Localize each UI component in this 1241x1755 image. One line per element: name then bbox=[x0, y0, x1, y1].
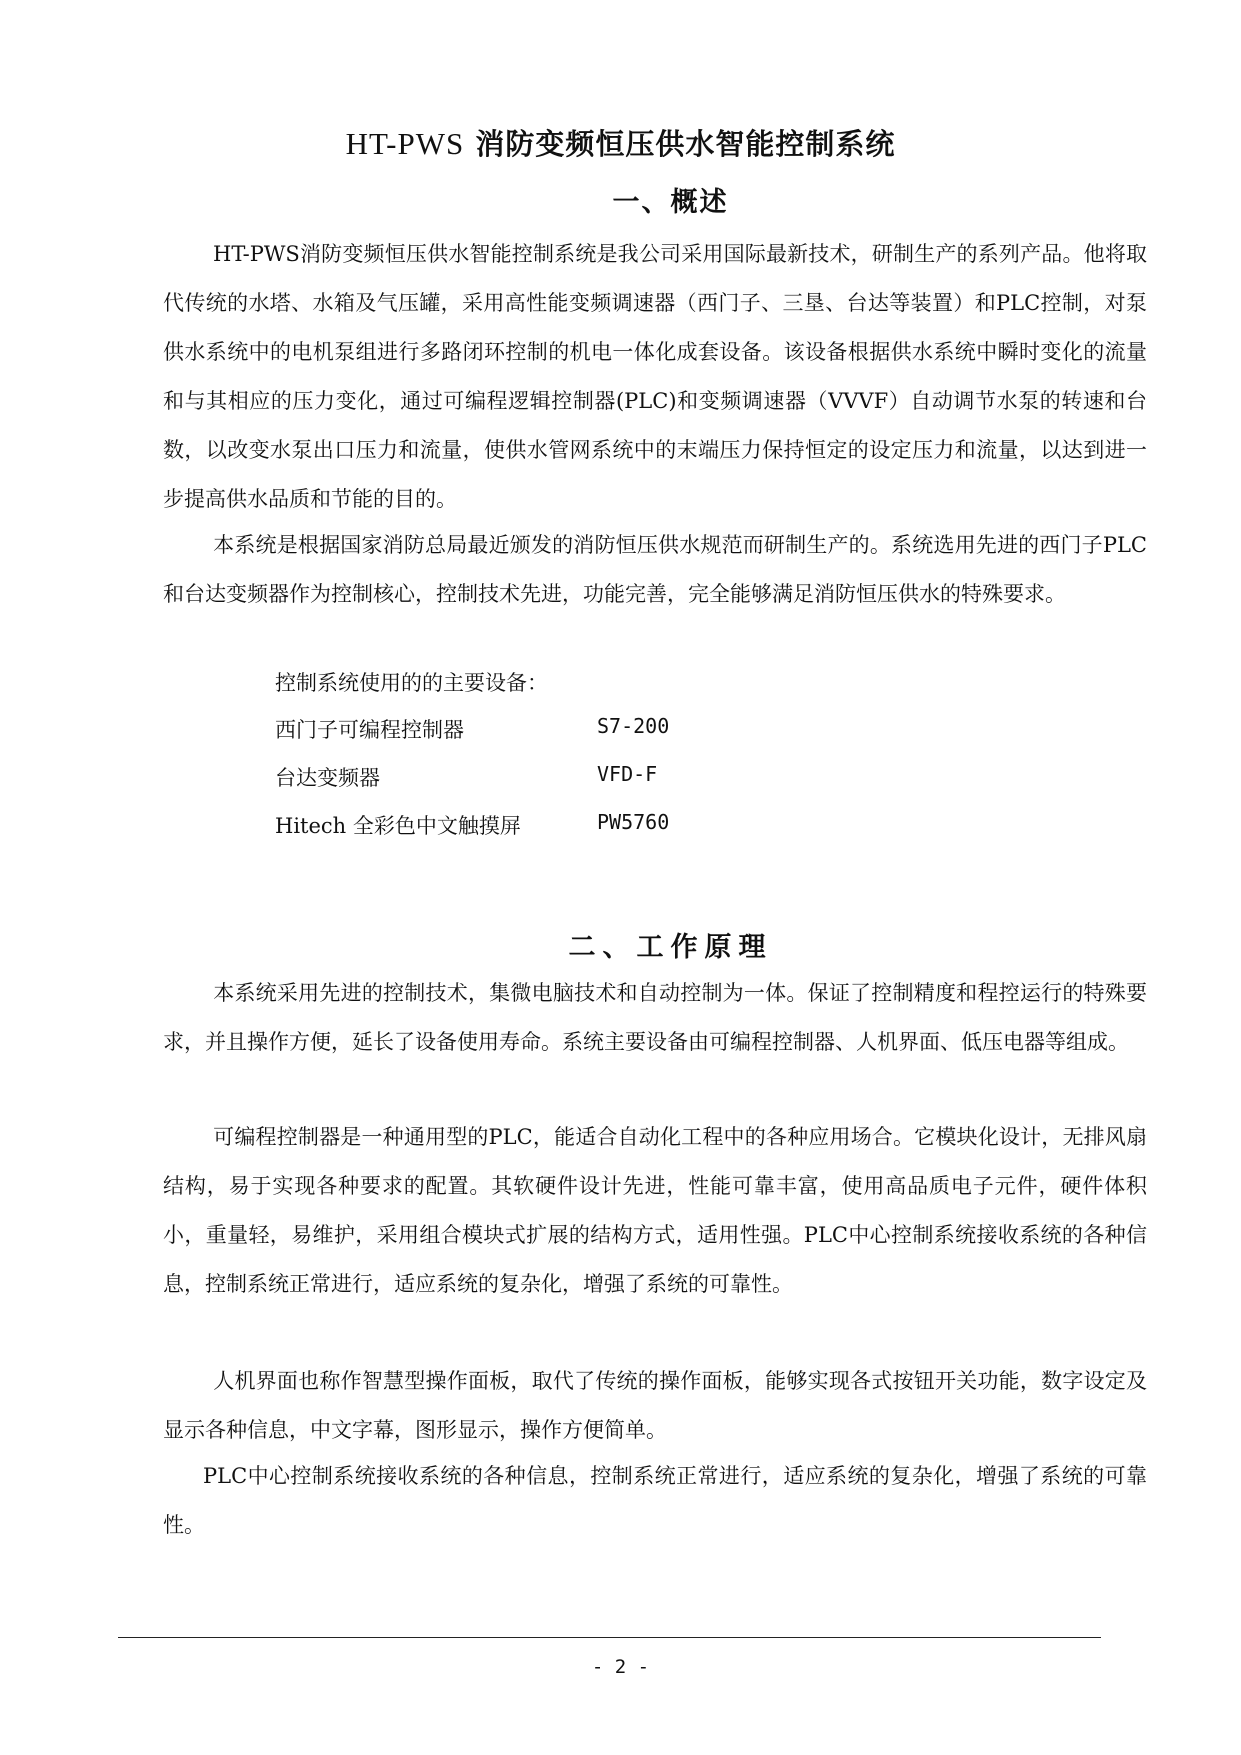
section-heading-principle: 二、工作原理 bbox=[568, 932, 773, 963]
principle-paragraph-4-text: PLC中心控制系统接收系统的各种信息，控制系统正常进行，适应系统的复杂化，增强了系统的可靠性。 bbox=[163, 1464, 1147, 1537]
principle-paragraph-3-text: 人机界面也称作智慧型操作面板，取代了传统的操作面板，能够实现各式按钮开关功能，数字设定及显示各种信息，中文字幕，图形显示，操作方便简单。 bbox=[163, 1369, 1147, 1442]
equipment-model: PW5760 bbox=[597, 810, 670, 834]
overview-paragraph-2-text: 本系统是根据国家消防总局最近颁发的消防恒压供水规范而研制生产的。系统选用先进的西门子PLC和台达变频器作为控制核心，控制技术先进，功能完善，完全能够满足消防恒压供水的特殊要求。 bbox=[163, 533, 1147, 606]
equipment-name: 台达变频器 bbox=[275, 766, 380, 790]
section-heading-overview: 一、概述 bbox=[612, 187, 729, 218]
document-title bbox=[0, 122, 1241, 163]
principle-paragraph-1 bbox=[163, 969, 1147, 1067]
page-number: - 2 - bbox=[591, 1656, 650, 1678]
overview-paragraph-2 bbox=[163, 521, 1147, 619]
principle-paragraph-2 bbox=[163, 1113, 1147, 1309]
equipment-model: VFD-F bbox=[597, 762, 658, 786]
overview-paragraph-1 bbox=[163, 230, 1147, 524]
principle-paragraph-1-text: 本系统采用先进的控制技术，集微电脑技术和自动控制为一体。保证了控制精度和程控运行的特殊要求，并且操作方便，延长了设备使用寿命。系统主要设备由可编程控制器、人机界面、低压电器等组成。 bbox=[163, 981, 1147, 1054]
principle-paragraph-2-text: 可编程控制器是一种通用型的PLC，能适合自动化工程中的各种应用场合。它模块化设计，无排风扇结构，易于实现各种要求的配置。其软硬件设计先进，性能可靠丰富，使用高品质电子元件，硬件体积小，重量轻，易维护，采用组合模块式扩展的结构方式，适用性强。PLC中心控制系统接收系统的各种信息，控制系统正常进行，适应系统的复杂化，增强了系统的可靠性。 bbox=[163, 1125, 1147, 1296]
principle-paragraph-4 bbox=[163, 1452, 1147, 1550]
title-cjk: 消防变频恒压供水智能控制系统 bbox=[475, 127, 896, 161]
equipment-model: S7-200 bbox=[597, 714, 670, 738]
equipment-intro: 控制系统使用的的主要设备： bbox=[275, 671, 548, 695]
title-latin: HT-PWS bbox=[345, 126, 465, 161]
equipment-name: 西门子可编程控制器 bbox=[275, 718, 464, 742]
principle-paragraph-3 bbox=[163, 1357, 1147, 1455]
footer-divider bbox=[118, 1637, 1101, 1638]
equipment-name: Hitech 全彩色中文触摸屏 bbox=[275, 814, 521, 838]
overview-paragraph-1-text: HT-PWS消防变频恒压供水智能控制系统是我公司采用国际最新技术，研制生产的系列产品。他将取代传统的水塔、水箱及气压罐，采用高性能变频调速器（西门子、三垦、台达等装置）和PLC控制，对泵供水系统中的电机泵组进行多路闭环控制的机电一体化成套设备。该设备根据供水系统中瞬时变化的流量和与其相应的压力变化，通过可编程逻辑控制器(PLC)和变频调速器（VVVF）自动调节水泵的转速和台数，以改变水泵出口压力和流量，使供水管网系统中的末端压力保持恒定的设定压力和流量，以达到进一步提高供水品质和节能的目的。 bbox=[163, 242, 1147, 511]
